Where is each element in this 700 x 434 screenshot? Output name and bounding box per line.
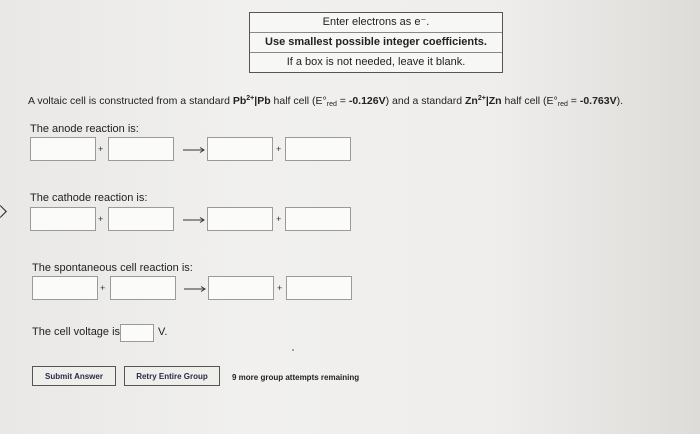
- equals-2: =: [567, 95, 580, 107]
- question-intro: A voltaic cell is constructed from a standard: [28, 95, 233, 107]
- anode-reactant-1-input[interactable]: [30, 137, 96, 161]
- ion2-metal: |Zn: [485, 95, 502, 107]
- cell-reaction-label: The spontaneous cell reaction is:: [32, 262, 193, 274]
- instructions-box: [249, 12, 503, 73]
- anode-product-1-input[interactable]: [207, 137, 273, 161]
- question-text: [28, 95, 693, 108]
- instruction-coefficients: Use smallest possible integer coefficients.: [250, 32, 502, 52]
- question-mid: ) and a standard: [385, 95, 466, 107]
- cell-equation: [0, 276, 700, 306]
- dust-speck: [292, 349, 294, 351]
- cathode-product-1-input[interactable]: [207, 207, 273, 231]
- instruction-electrons: Enter electrons as e⁻.: [322, 16, 430, 28]
- ion2-charge: 2+: [477, 95, 486, 102]
- ion1-symbol: Pb: [232, 95, 247, 107]
- ion1-charge: 2+: [246, 95, 255, 102]
- attempts-remaining: 9 more group attempts remaining: [232, 373, 360, 382]
- plus-sign: +: [277, 283, 283, 293]
- cell-voltage-row: [32, 326, 168, 338]
- question-end: ).: [616, 95, 624, 107]
- cell-voltage-input[interactable]: [120, 324, 154, 342]
- plus-sign: +: [98, 214, 104, 224]
- cell-reactant-2-input[interactable]: [110, 276, 176, 300]
- reaction-arrow-icon: [183, 217, 205, 223]
- anode-reactant-2-input[interactable]: [108, 137, 174, 161]
- red-subscript-2: red: [557, 101, 568, 108]
- half-cell-text-1: half cell (E°: [270, 95, 327, 107]
- potential-1: -0.126V: [348, 95, 386, 107]
- cathode-reactant-1-input[interactable]: [30, 207, 96, 231]
- cathode-product-2-input[interactable]: [285, 207, 351, 231]
- equals-1: =: [336, 95, 349, 107]
- anode-label: The anode reaction is:: [30, 123, 139, 135]
- reaction-arrow-icon: [183, 147, 205, 153]
- half-cell-text-2: half cell (E°: [501, 95, 558, 107]
- ion2-symbol: Zn: [465, 95, 478, 107]
- cell-reactant-1-input[interactable]: [32, 276, 98, 300]
- cathode-equation: [0, 207, 700, 237]
- retry-group-button[interactable]: Retry Entire Group: [124, 366, 220, 386]
- reaction-arrow-icon: [184, 286, 206, 292]
- plus-sign: +: [100, 283, 106, 293]
- cathode-label: The cathode reaction is:: [30, 192, 148, 204]
- anode-product-2-input[interactable]: [285, 137, 351, 161]
- plus-sign: +: [276, 214, 282, 224]
- voltage-label: The cell voltage is: [32, 326, 121, 338]
- instruction-blank: If a box is not needed, leave it blank.: [250, 52, 502, 72]
- red-subscript-1: red: [326, 101, 337, 108]
- potential-2: -0.763V: [579, 95, 617, 107]
- plus-sign: +: [98, 144, 104, 154]
- cell-product-2-input[interactable]: [286, 276, 352, 300]
- cathode-reactant-2-input[interactable]: [108, 207, 174, 231]
- cell-product-1-input[interactable]: [208, 276, 274, 300]
- ion1-metal: |Pb: [254, 95, 271, 107]
- anode-equation: [0, 137, 700, 167]
- plus-sign: +: [276, 144, 282, 154]
- voltage-unit: V.: [158, 326, 168, 338]
- submit-answer-button[interactable]: Submit Answer: [32, 366, 116, 386]
